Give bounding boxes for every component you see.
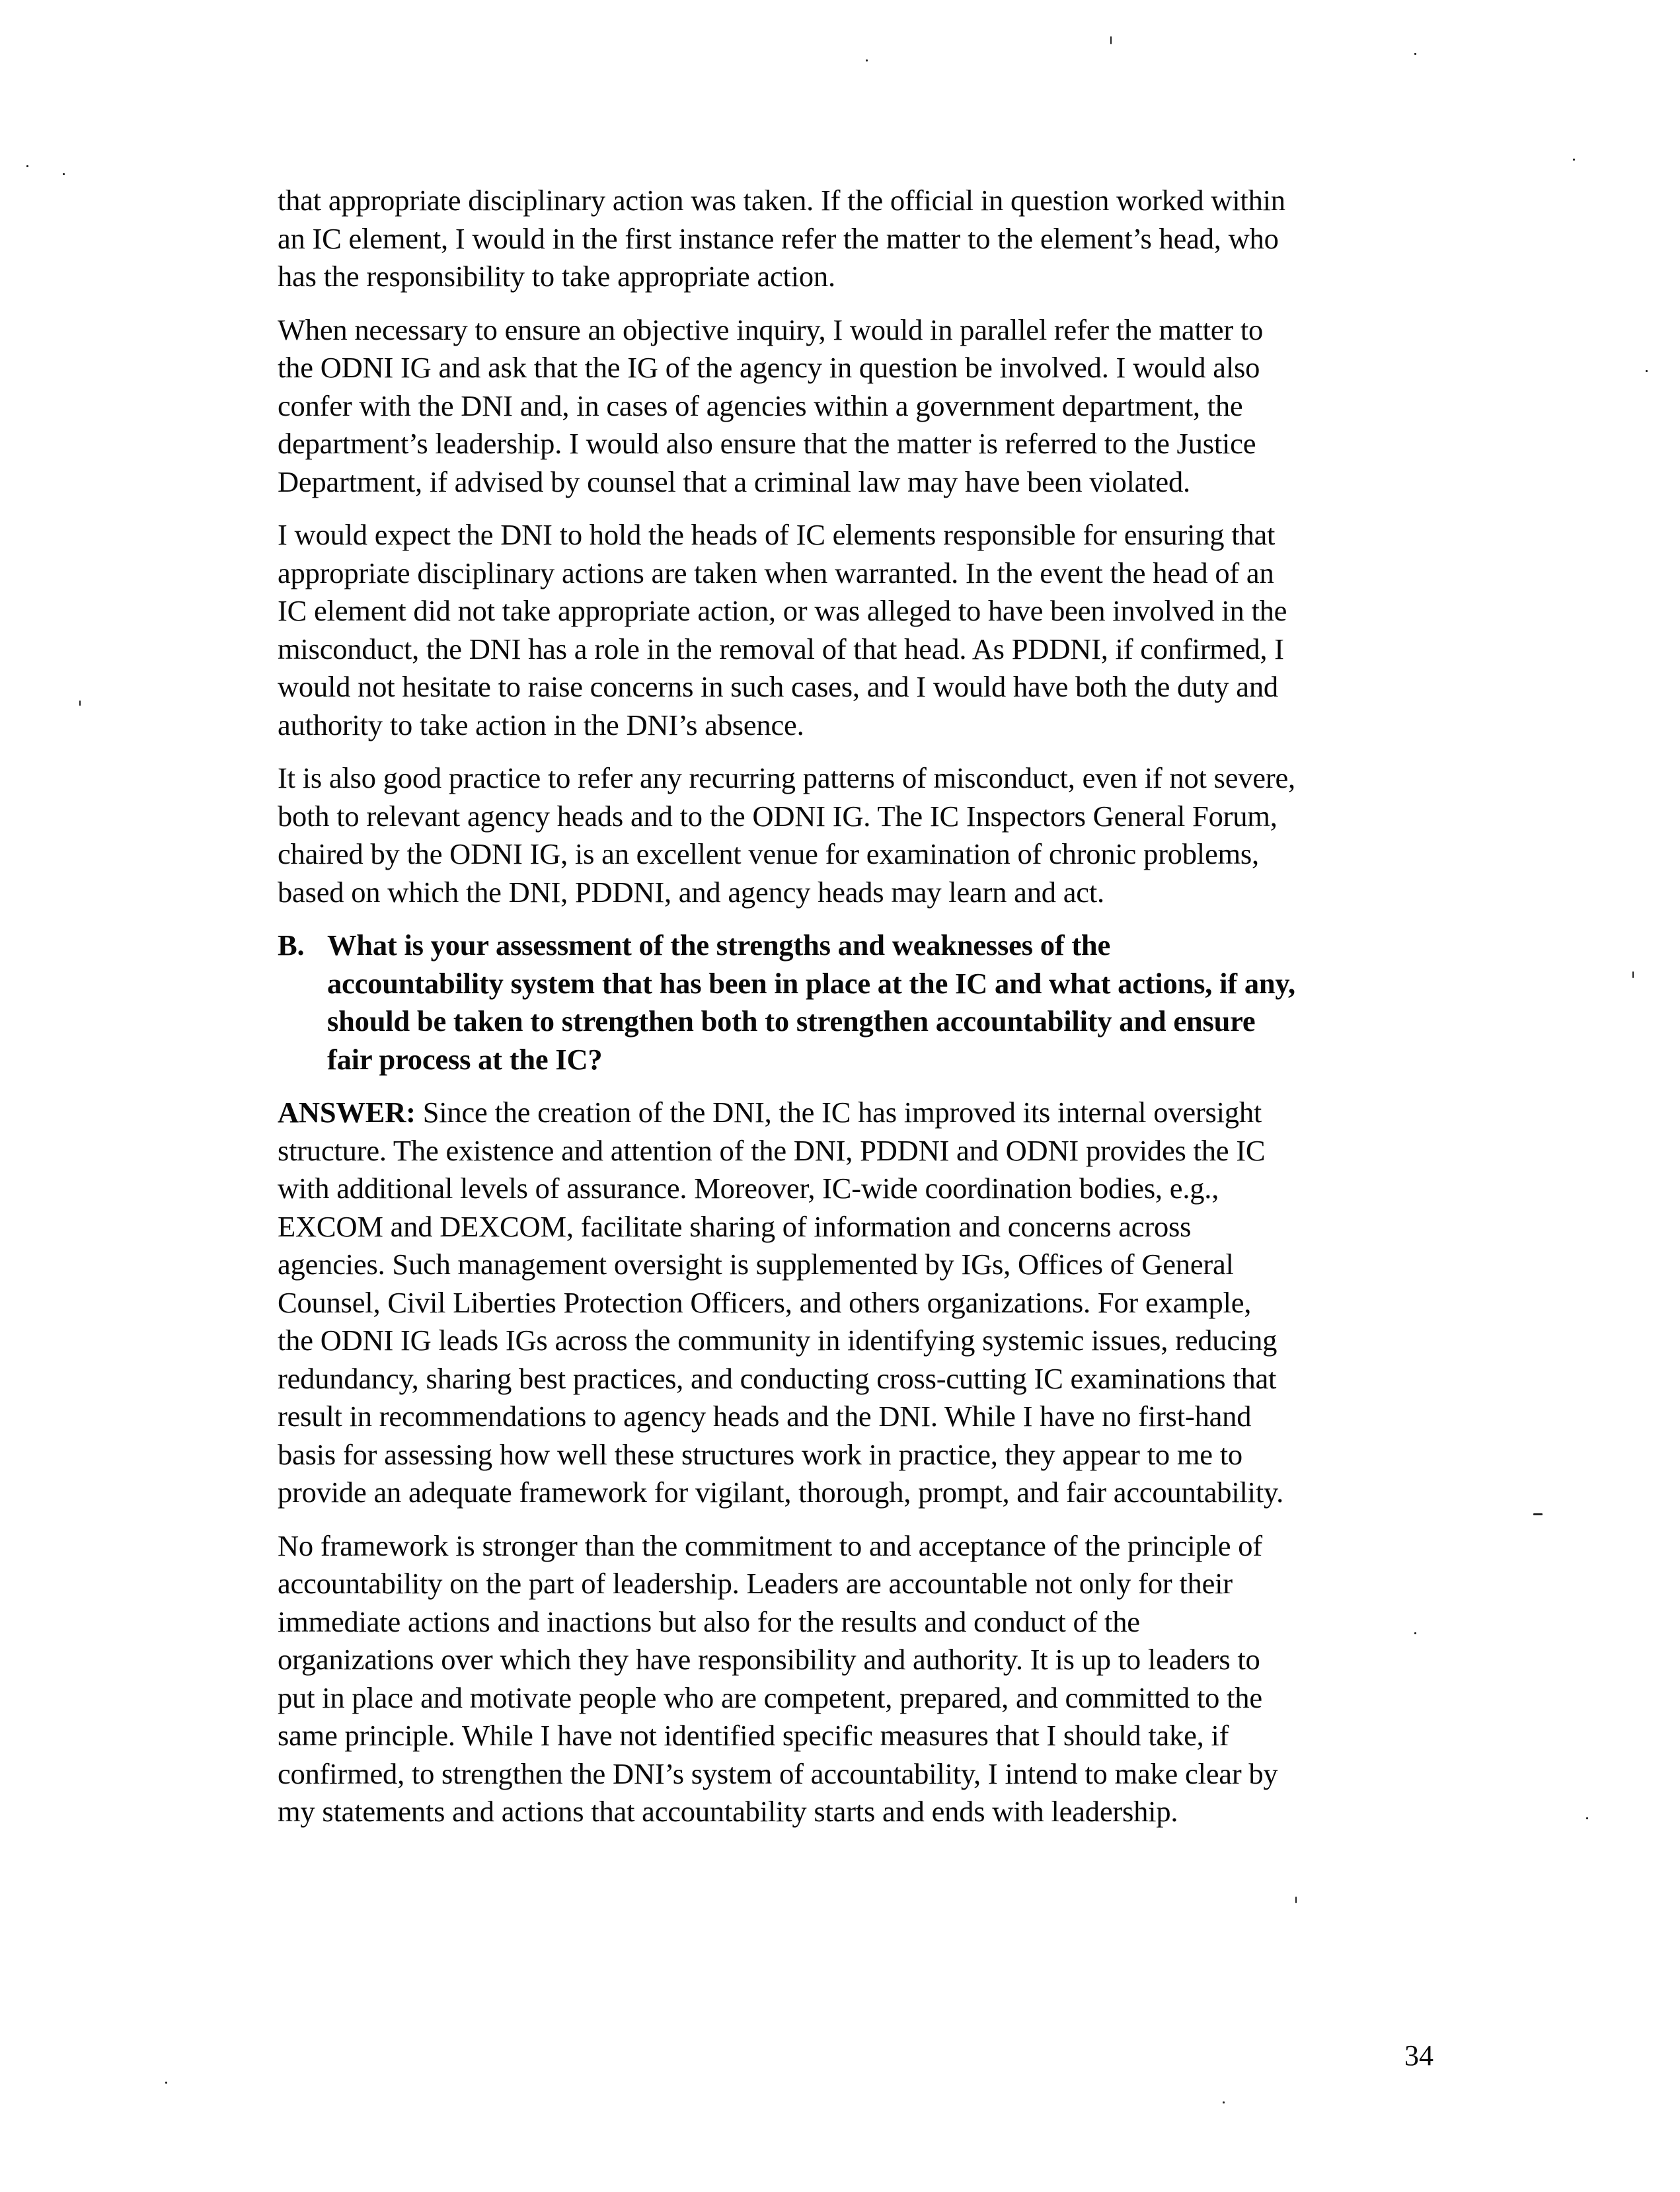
answer-first-line (278, 1094, 1447, 1132)
scan-speck (79, 700, 81, 706)
question-b (278, 926, 1447, 1078)
text-line: IC element did not take appropriate action, or was alleged to have been involved in the (278, 594, 1287, 627)
question-line: fair process at the IC? (327, 1042, 603, 1076)
scan-speck (1414, 1632, 1416, 1634)
question-line: should be taken to strengthen both to strengthen accountability and ensure (327, 1004, 1256, 1038)
text-line: would not hesitate to raise concerns in such cases, and I would have both the duty and (278, 670, 1278, 703)
scan-speck (1586, 1817, 1588, 1819)
paragraph-disciplinary-referral (278, 182, 1447, 296)
answer-paragraph (278, 1094, 1447, 1512)
text-line: my statements and actions that accountability starts and ends with leadership. (278, 1795, 1178, 1828)
answer-label: ANSWER: (278, 1096, 416, 1129)
text-line: No framework is stronger than the commitment to and acceptance of the principle of (278, 1529, 1262, 1562)
text-line: authority to take action in the DNI’s absence. (278, 708, 804, 741)
text-line: redundancy, sharing best practices, and conducting cross-cutting IC examinations that (278, 1361, 1277, 1395)
scan-speck (63, 173, 65, 175)
text-line: has the responsibility to take appropriate action. (278, 260, 835, 293)
text-line: It is also good practice to refer any recurring patterns of misconduct, even if not severe, (278, 761, 1295, 794)
text-line: department’s leadership. I would also ensure that the matter is referred to the Justice (278, 427, 1256, 460)
page-number: 34 (1404, 2039, 1433, 2072)
text-line: with additional levels of assurance. Moreover, IC-wide coordination bodies, e.g., (278, 1172, 1219, 1205)
scan-speck (1533, 1513, 1543, 1515)
scan-speck (1223, 2101, 1225, 2103)
scan-speck (866, 59, 868, 61)
scan-speck (165, 2082, 167, 2084)
page-body (278, 182, 1447, 1846)
text-line: put in place and motivate people who are competent, prepared, and committed to the (278, 1681, 1262, 1714)
text-line: confirmed, to strengthen the DNI’s system of accountability, I intend to make clear by (278, 1757, 1278, 1790)
scan-speck (1573, 159, 1575, 161)
text-line: the ODNI IG and ask that the IG of the agency in question be involved. I would also (278, 351, 1260, 384)
scan-speck (1295, 1897, 1297, 1903)
text-line: result in recommendations to agency heads and the DNI. While I have no first-hand (278, 1400, 1252, 1433)
text-line: Department, if advised by counsel that a criminal law may have been violated. (278, 465, 1190, 498)
answer-first-line-text: Since the creation of the DNI, the IC has improved its internal oversight (415, 1096, 1262, 1129)
question-label: B. (278, 928, 305, 962)
text-line: structure. The existence and attention of the DNI, PDDNI and ODNI provides the IC (278, 1133, 1266, 1167)
scan-speck (1110, 36, 1112, 44)
text-line: immediate actions and inactions but also for the results and conduct of the (278, 1605, 1140, 1638)
question-line: What is your assessment of the strengths and weaknesses of the (327, 928, 1111, 962)
text-line: Counsel, Civil Liberties Protection Officers, and others organizations. For example, (278, 1285, 1252, 1319)
text-line: based on which the DNI, PDDNI, and agency heads may learn and act. (278, 875, 1104, 909)
paragraph-objective-inquiry (278, 311, 1447, 502)
scan-speck (26, 165, 28, 167)
text-line: basis for assessing how well these structures work in practice, they appear to me to (278, 1437, 1242, 1471)
text-line: both to relevant agency heads and to the ODNI IG. The IC Inspectors General Forum, (278, 799, 1278, 833)
scan-speck (1414, 53, 1416, 55)
scan-speck (1632, 971, 1634, 978)
paragraph-dni-expectations (278, 516, 1447, 744)
text-line: EXCOM and DEXCOM, facilitate sharing of information and concerns across (278, 1209, 1192, 1243)
text-line: the ODNI IG leads IGs across the community in identifying systemic issues, reducing (278, 1324, 1278, 1357)
text-line: chaired by the ODNI IG, is an excellent venue for examination of chronic problems, (278, 837, 1259, 870)
text-line: provide an adequate framework for vigilant, thorough, prompt, and fair accountability. (278, 1476, 1284, 1509)
text-line: an IC element, I would in the first instance refer the matter to the element’s head, who (278, 221, 1279, 255)
paragraph-recurring-patterns (278, 759, 1447, 911)
text-line: appropriate disciplinary actions are taken when warranted. In the event the head of an (278, 556, 1274, 589)
text-line: misconduct, the DNI has a role in the removal of that head. As PDDNI, if confirmed, I (278, 632, 1284, 665)
text-line: organizations over which they have responsibility and authority. It is up to leaders to (278, 1643, 1260, 1676)
text-line: same principle. While I have not identified specific measures that I should take, if (278, 1719, 1229, 1752)
text-line: that appropriate disciplinary action was taken. If the official in question worked within (278, 184, 1285, 217)
text-line: agencies. Such management oversight is supplemented by IGs, Offices of General (278, 1248, 1234, 1281)
text-line: I would expect the DNI to hold the heads of IC elements responsible for ensuring that (278, 518, 1276, 551)
text-line: accountability on the part of leadership. Leaders are accountable not only for their (278, 1567, 1233, 1600)
text-line: confer with the DNI and, in cases of agencies within a government department, the (278, 389, 1243, 422)
paragraph-leadership-accountability (278, 1527, 1447, 1831)
text-line: When necessary to ensure an objective inquiry, I would in parallel refer the matter to (278, 313, 1264, 346)
scan-speck (1646, 370, 1648, 372)
question-line: accountability system that has been in place at the IC and what actions, if any, (327, 966, 1295, 1000)
